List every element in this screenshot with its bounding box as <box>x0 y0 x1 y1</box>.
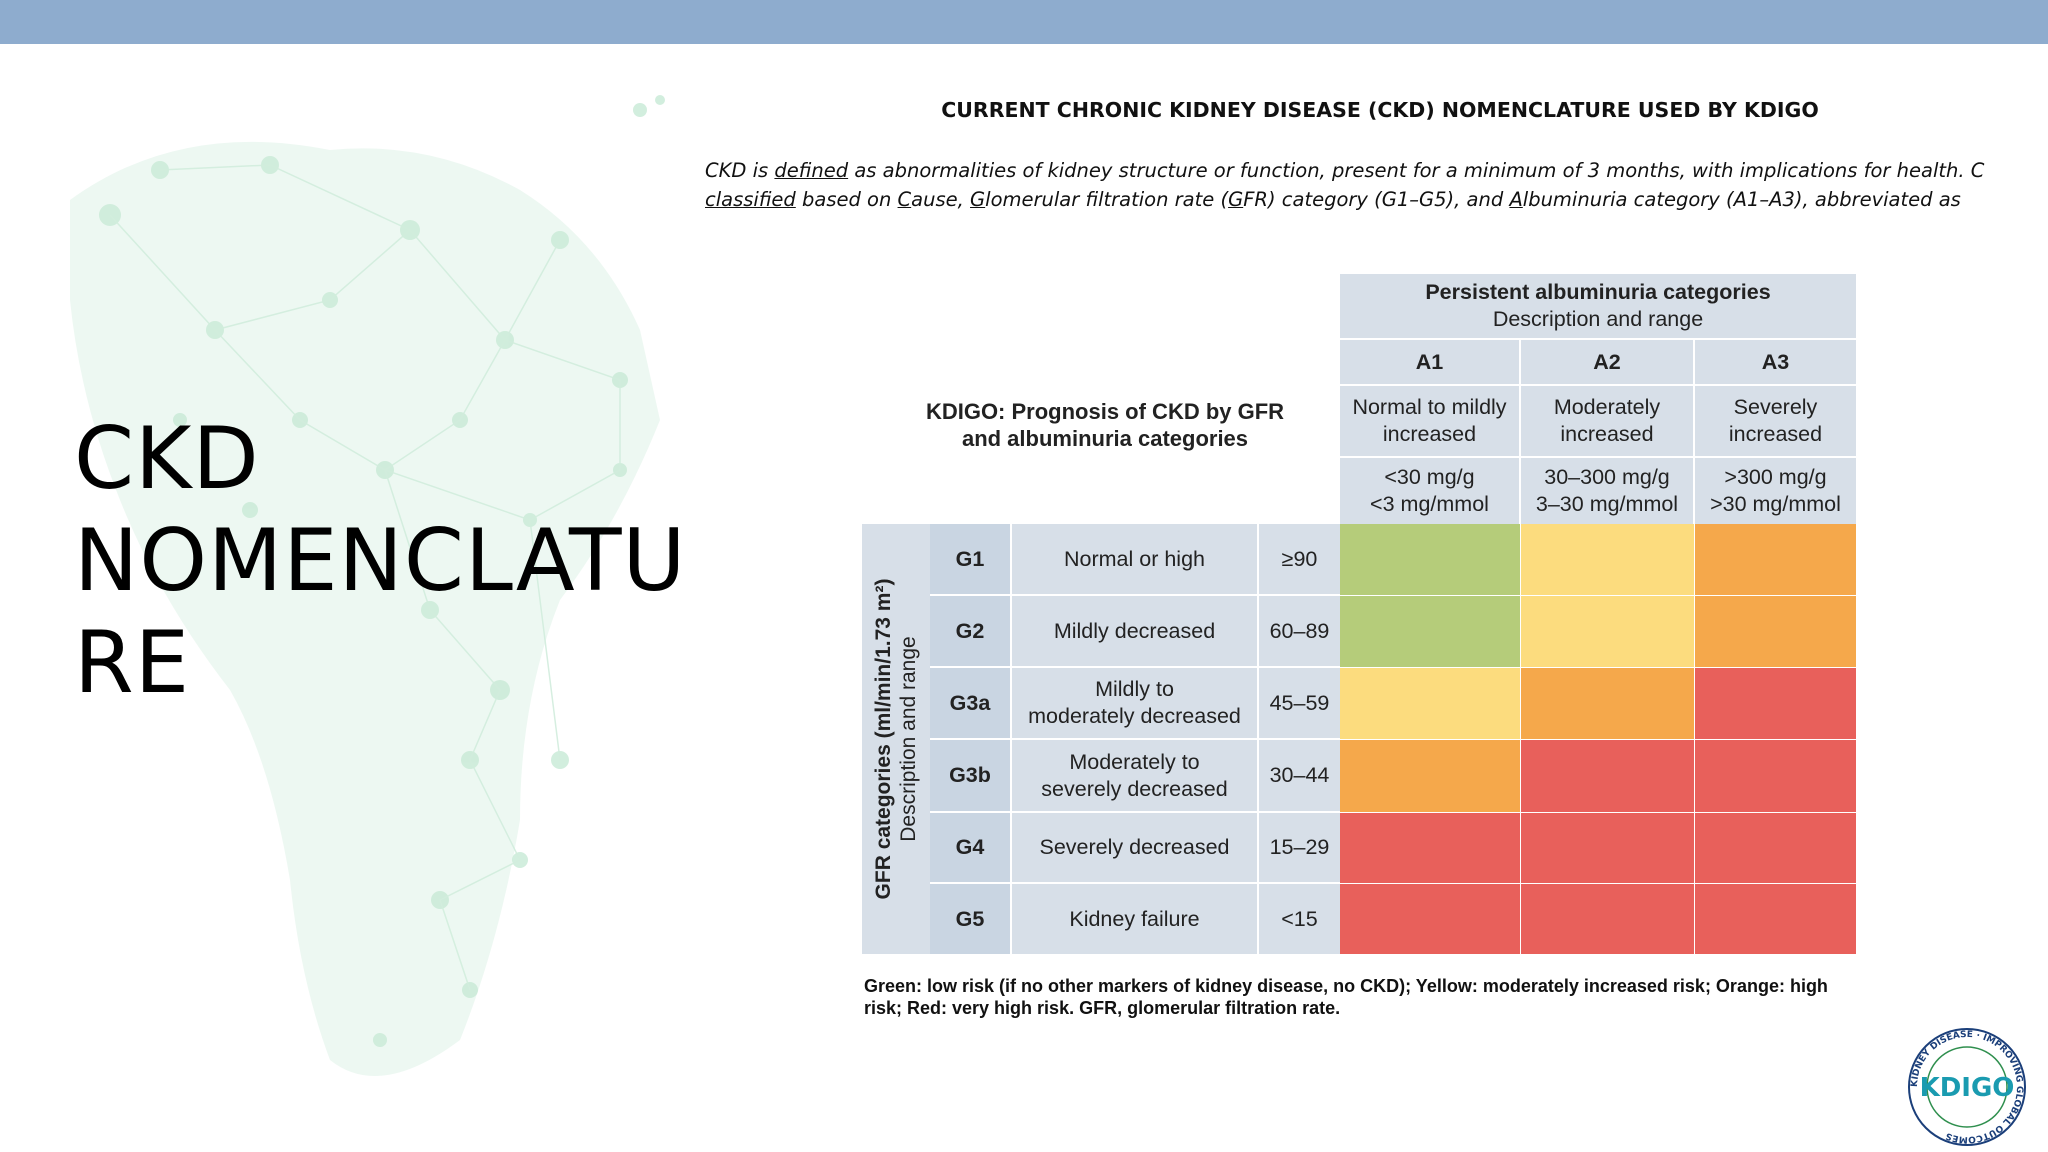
figure-header: CURRENT CHRONIC KIDNEY DISEASE (CKD) NOMENCLATURE USED BY KDIGO <box>941 98 1819 122</box>
row-description-g5: Kidney failure <box>1012 884 1259 954</box>
row-range-g3b: 30–44 <box>1259 740 1340 813</box>
risk-cell-g2-a2 <box>1521 596 1695 668</box>
gfr-axis-subtitle: Description and range <box>897 636 920 842</box>
risk-legend: Green: low risk (if no other markers of kidney disease, no CKD); Yellow: moderately increased risk; Orange: high risk; Red: very high risk. GFR, glomerular filtration rate. <box>864 976 1828 1018</box>
prognosis-title: KDIGO: Prognosis of CKD by GFR and albuminuria categories <box>925 399 1285 451</box>
column-description-a2: Moderately increased <box>1521 386 1695 458</box>
logo-ring-text: KIDNEY DISEASE · IMPROVING GLOBAL OUTCOMES <box>1909 1029 2025 1145</box>
albuminuria-subtitle: Description and range <box>1492 307 1704 331</box>
row-description-g2: Mildly decreased <box>1012 596 1259 668</box>
column-range-a2: 30–300 mg/g 3–30 mg/mmol <box>1521 458 1695 524</box>
row-code-g3a: G3a <box>930 668 1012 740</box>
row-range-g1: ≥90 <box>1259 524 1340 596</box>
row-range-g2: 60–89 <box>1259 596 1340 668</box>
risk-cell-g3b-a2 <box>1521 740 1695 813</box>
risk-cell-g3a-a1 <box>1340 668 1521 740</box>
row-range-g4: 15–29 <box>1259 813 1340 884</box>
row-range-g3a: 45–59 <box>1259 668 1340 740</box>
row-description-g1: Normal or high <box>1012 524 1259 596</box>
logo-text: KDIGO <box>1919 1073 2015 1103</box>
risk-cell-g3b-a3 <box>1695 740 1856 813</box>
risk-cell-g4-a3 <box>1695 813 1856 884</box>
row-code-g2: G2 <box>930 596 1012 668</box>
row-code-g1: G1 <box>930 524 1012 596</box>
column-range-a1: <30 mg/g <3 mg/mmol <box>1340 458 1521 524</box>
albuminuria-title: Persistent albuminuria categories <box>1425 280 1771 304</box>
column-code-a2: A2 <box>1521 340 1695 386</box>
risk-cell-g1-a3 <box>1695 524 1856 596</box>
risk-cell-g2-a3 <box>1695 596 1856 668</box>
column-description-a1: Normal to mildly increased <box>1340 386 1521 458</box>
column-description-a3: Severely increased <box>1695 386 1856 458</box>
risk-cell-g4-a1 <box>1340 813 1521 884</box>
risk-cell-g5-a3 <box>1695 884 1856 954</box>
risk-cell-g3a-a3 <box>1695 668 1856 740</box>
column-range-a3: >300 mg/g >30 mg/mmol <box>1695 458 1856 524</box>
albuminuria-header <box>1340 274 1856 340</box>
gfr-axis-title: GFR categories (ml/min/1.73 m²) <box>872 578 895 900</box>
kdigo-logo <box>1905 1025 2029 1149</box>
row-range-g5: <15 <box>1259 884 1340 954</box>
gfr-axis-label <box>871 524 921 954</box>
row-code-g5: G5 <box>930 884 1012 954</box>
risk-cell-g5-a2 <box>1521 884 1695 954</box>
definition-line-1: CKD is defined as abnormalities of kidney structure or function, present for a minimum of 3 months, with implications for health. C <box>705 159 1985 182</box>
risk-cell-g1-a2 <box>1521 524 1695 596</box>
risk-cell-g4-a2 <box>1521 813 1695 884</box>
row-description-g3b: Moderately to severely decreased <box>1012 740 1259 813</box>
risk-cell-g3a-a2 <box>1521 668 1695 740</box>
row-description-g3a: Mildly to moderately decreased <box>1012 668 1259 740</box>
risk-cell-g2-a1 <box>1340 596 1521 668</box>
row-description-g4: Severely decreased <box>1012 813 1259 884</box>
row-code-g4: G4 <box>930 813 1012 884</box>
column-code-a1: A1 <box>1340 340 1521 386</box>
column-code-a3: A3 <box>1695 340 1856 386</box>
risk-cell-g3b-a1 <box>1340 740 1521 813</box>
risk-cell-g5-a1 <box>1340 884 1521 954</box>
slide-title: CKD NOMENCLATU RE <box>74 409 687 713</box>
definition-line-2: classified based on Cause, Glomerular filtration rate (GFR) category (G1–G5), and Albuminuria category (A1–A3), abbreviated as <box>705 188 1961 211</box>
risk-cell-g1-a1 <box>1340 524 1521 596</box>
row-code-g3b: G3b <box>930 740 1012 813</box>
